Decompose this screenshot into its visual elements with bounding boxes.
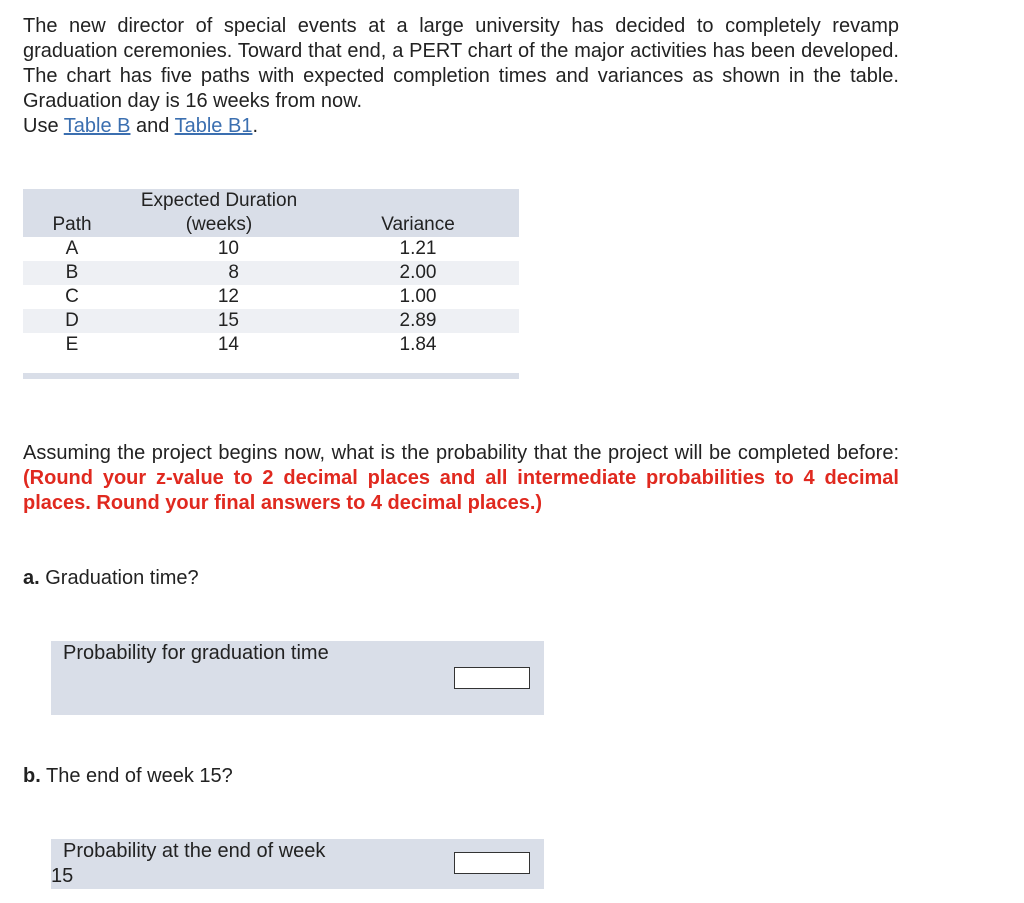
table-row xyxy=(23,309,519,333)
use-suffix: . xyxy=(252,115,259,137)
table-footer-bar xyxy=(23,373,519,379)
table-row xyxy=(23,237,519,261)
part-a-answer-label: Probability for graduation time xyxy=(63,642,329,664)
part-a-text: Graduation time? xyxy=(39,567,199,589)
table-b1-link[interactable]: Table B1 xyxy=(174,115,253,137)
part-a-answer-input[interactable] xyxy=(454,667,530,689)
variance-cell xyxy=(317,309,519,333)
header-duration xyxy=(121,189,317,237)
part-b-text: The end of week 15? xyxy=(40,765,233,787)
paths-table xyxy=(23,189,519,357)
header-duration-line1: Expected Duration xyxy=(140,190,298,211)
path-cell: C xyxy=(65,286,79,307)
variance-value: 1.21 xyxy=(399,238,437,259)
part-b-letter: b. xyxy=(23,765,41,787)
path-cell: E xyxy=(65,334,79,355)
table-row xyxy=(23,261,519,285)
part-b-label xyxy=(23,765,233,788)
duration-cell xyxy=(121,237,317,261)
duration-value: 14 xyxy=(217,334,239,355)
part-a-answer-row xyxy=(51,641,544,715)
part-a-label xyxy=(23,567,199,590)
variance-value: 2.00 xyxy=(399,262,437,283)
duration-value: 8 xyxy=(228,262,239,283)
question-text xyxy=(23,441,899,516)
part-b-answer-label: Probability at the end of week 15 xyxy=(51,840,326,887)
table-b-link[interactable]: Table B xyxy=(63,115,131,137)
variance-cell xyxy=(317,285,519,309)
header-duration-line2: (weeks) xyxy=(185,214,253,235)
header-variance: Variance xyxy=(317,189,519,237)
duration-cell xyxy=(121,333,317,357)
duration-cell xyxy=(121,309,317,333)
variance-value: 1.00 xyxy=(399,286,437,307)
header-path: Path xyxy=(23,189,121,237)
duration-value: 15 xyxy=(217,310,239,331)
variance-cell xyxy=(317,261,519,285)
duration-cell xyxy=(121,285,317,309)
variance-value: 2.89 xyxy=(399,310,437,331)
path-cell: D xyxy=(23,309,121,333)
path-cell: A xyxy=(65,238,79,259)
duration-value: 10 xyxy=(217,238,239,259)
rounding-instruction: (Round your z-value to 2 decimal places and all intermediate probabilities to 4 decimal places. Round your final answers to 4 decimal places.) xyxy=(23,467,899,514)
variance-cell xyxy=(317,333,519,357)
part-b-answer-row xyxy=(51,839,544,889)
duration-value: 12 xyxy=(217,286,239,307)
intro-text: The new director of special events at a large university has decided to completely revamp graduation ceremonies. Toward that end, a PERT chart of the major activities has been developed. The chart has five paths with expected completion times and variances as shown in the table. Graduation day is 16 weeks from now. xyxy=(23,15,899,112)
use-prefix: Use xyxy=(23,115,64,137)
table-row xyxy=(23,285,519,309)
problem-intro xyxy=(23,14,899,139)
duration-cell xyxy=(121,261,317,285)
path-cell: B xyxy=(23,261,121,285)
variance-cell xyxy=(317,237,519,261)
question-body: Assuming the project begins now, what is the probability that the project will be completed before: xyxy=(23,442,899,464)
table-reference-line xyxy=(23,114,899,139)
use-and: and xyxy=(130,115,175,137)
part-a-letter: a. xyxy=(23,567,40,589)
table-header-row xyxy=(23,189,519,237)
table-row xyxy=(23,333,519,357)
part-b-answer-input[interactable] xyxy=(454,852,530,874)
variance-value: 1.84 xyxy=(399,334,437,355)
